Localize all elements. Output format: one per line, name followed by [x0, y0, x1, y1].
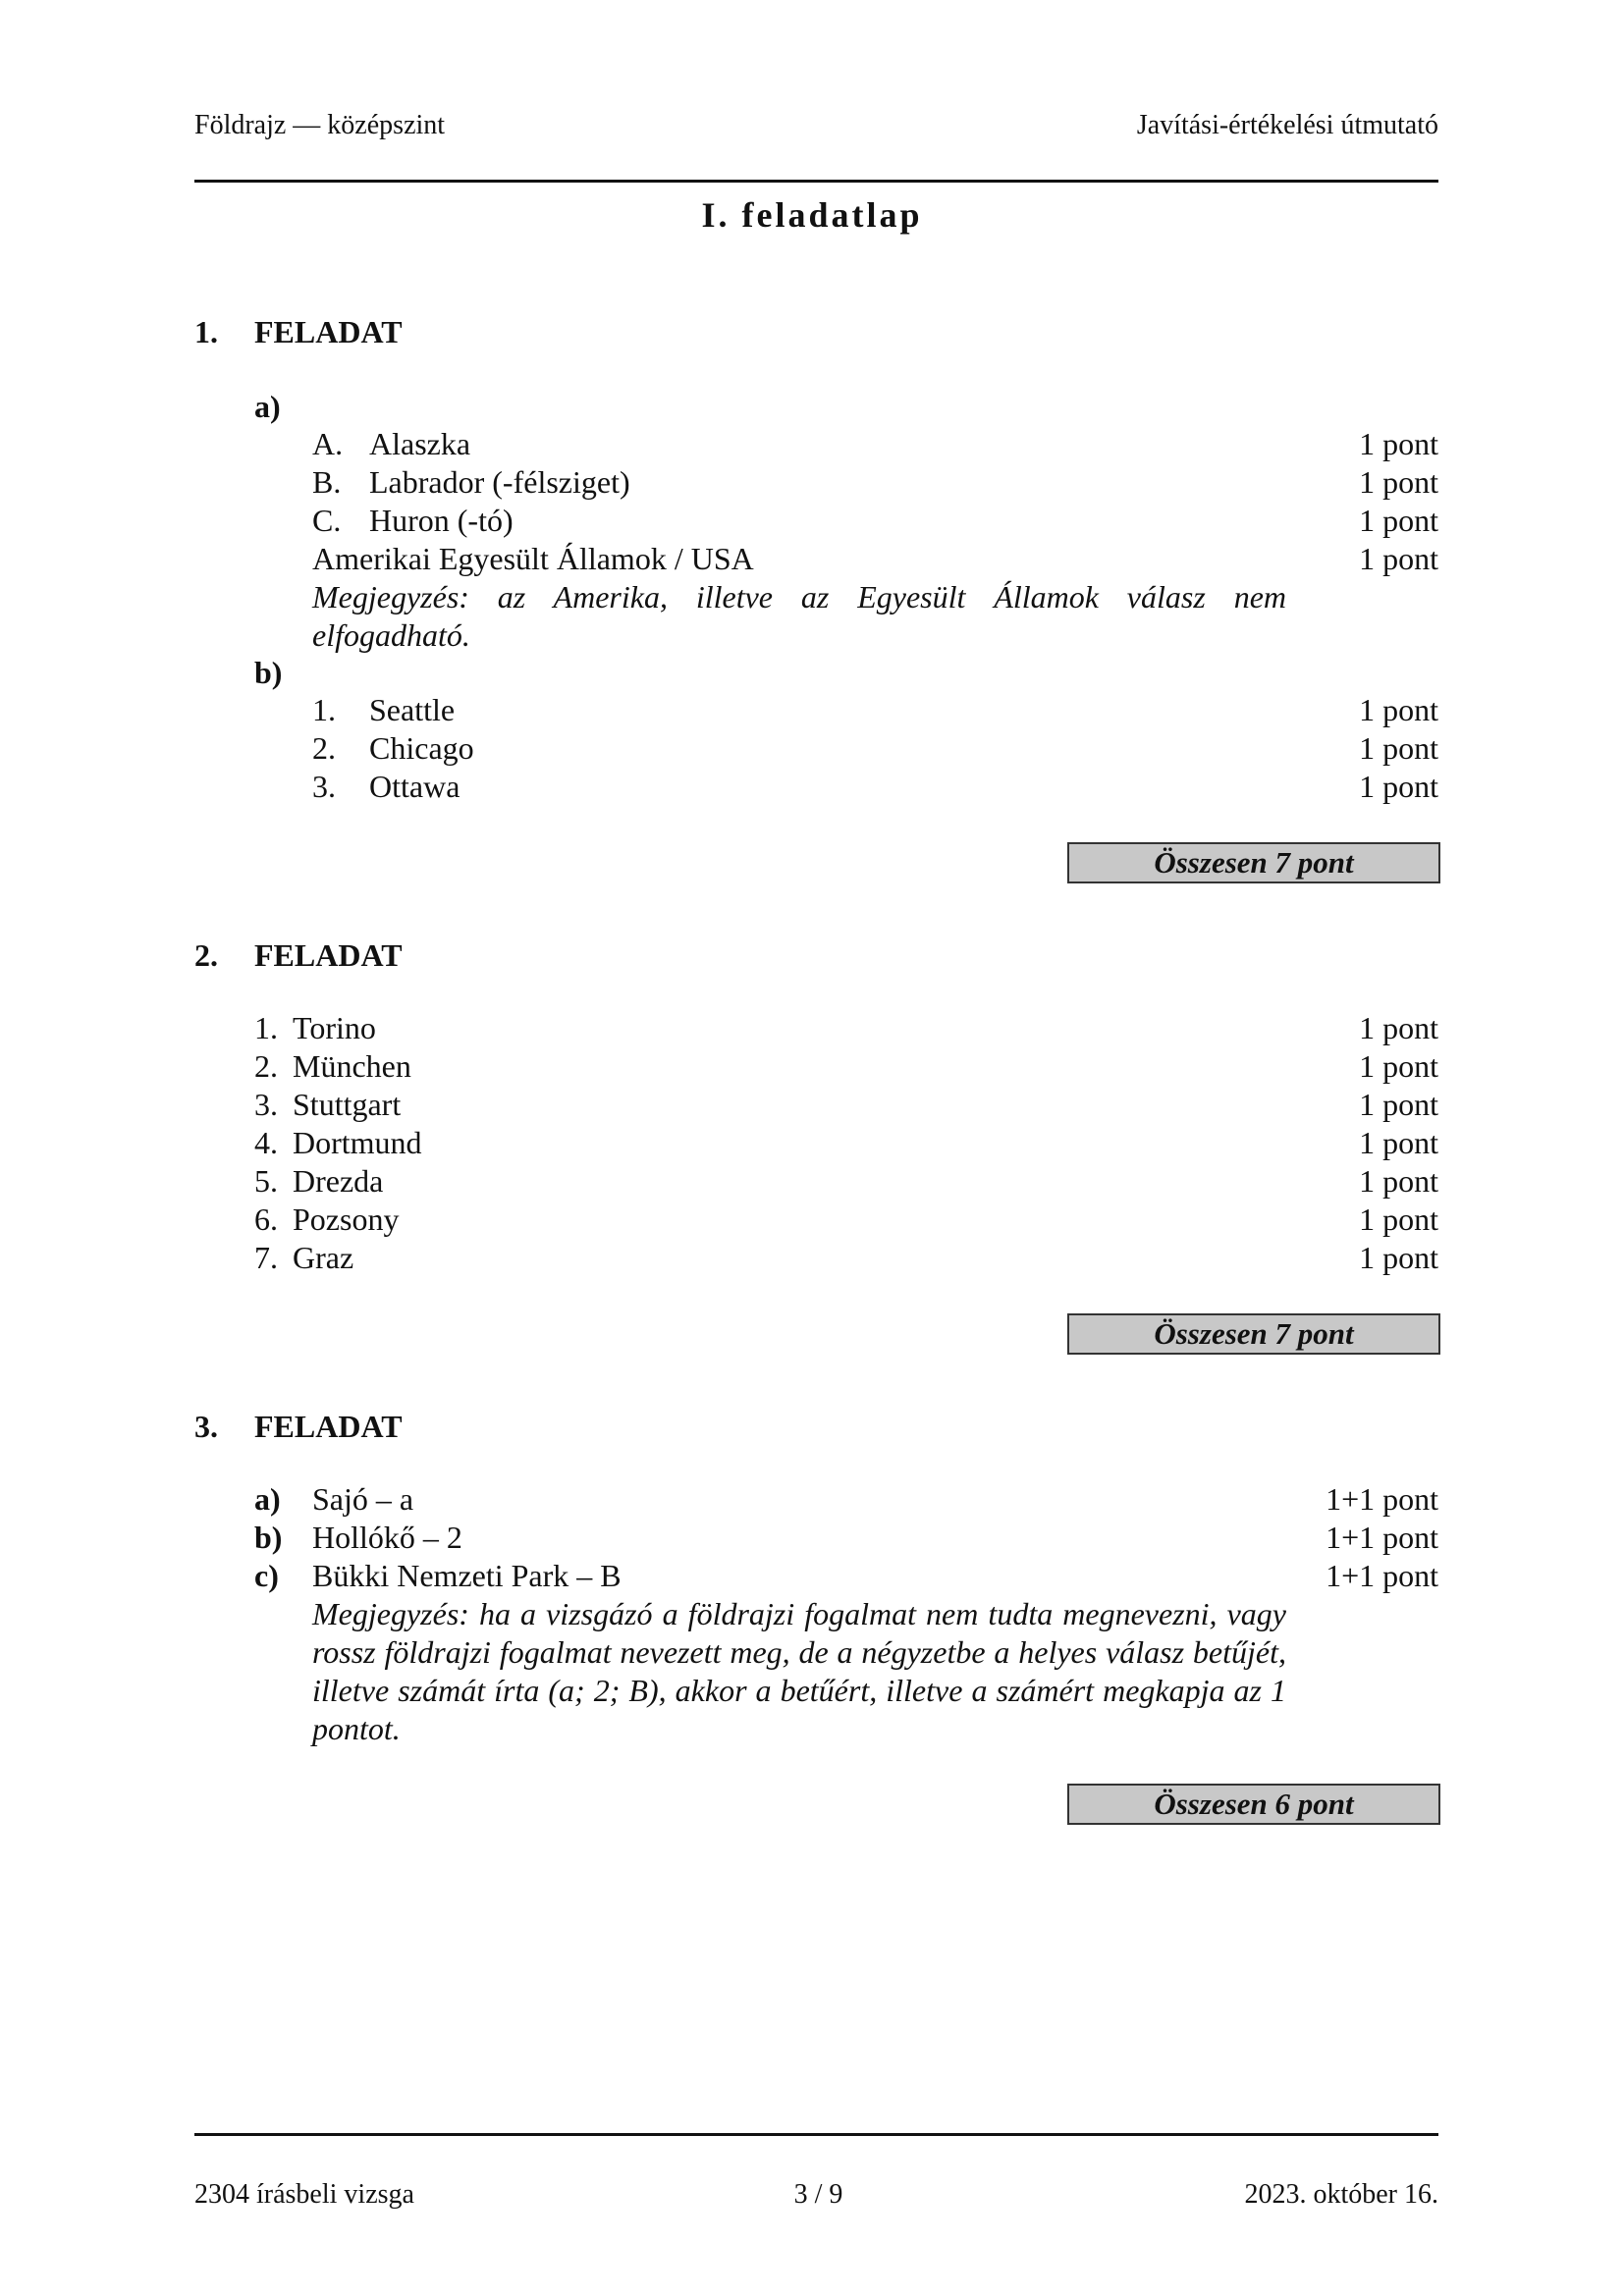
note-text: Megjegyzés: az Amerika, illetve az Egyesült Államok válasz nem elfogadható.	[312, 579, 1286, 653]
task-number: 2.	[194, 937, 218, 973]
answer-row	[0, 691, 1624, 728]
answer-points: 1 pont	[1359, 1240, 1438, 1275]
answer-text: Hollókő – 2	[312, 1520, 462, 1555]
footer-date: 2023. október 16.	[1244, 2179, 1438, 2210]
answer-text: Alaszka	[369, 426, 471, 461]
task-number: 3.	[194, 1409, 218, 1444]
answer-marker: 2.	[254, 1048, 278, 1084]
answer-text: Dortmund	[293, 1125, 422, 1160]
task-number: 1.	[194, 314, 218, 349]
answer-row	[0, 1557, 1624, 1594]
answer-text: Drezda	[293, 1163, 384, 1199]
answer-row	[0, 1480, 1624, 1518]
answer-marker: a)	[254, 1481, 281, 1517]
header-divider	[194, 180, 1438, 183]
answer-marker: 6.	[254, 1201, 278, 1237]
answer-points: 1 pont	[1359, 1048, 1438, 1084]
answer-points: 1 pont	[1359, 1125, 1438, 1160]
task-label: FELADAT	[254, 937, 403, 973]
answer-marker: A.	[312, 426, 344, 461]
answer-points: 1 pont	[1359, 730, 1438, 766]
answer-points: 1 pont	[1359, 503, 1438, 538]
total-points-box: Összesen 6 pont	[1067, 1784, 1440, 1825]
answer-row	[0, 1519, 1624, 1556]
total-points-box: Összesen 7 pont	[1067, 1313, 1440, 1355]
answer-marker: 4.	[254, 1125, 278, 1160]
answer-row	[0, 425, 1624, 462]
answer-text: Pozsony	[293, 1201, 400, 1237]
page-number: 3 / 9	[793, 2179, 843, 2210]
total-points-box: Összesen 7 pont	[1067, 842, 1440, 883]
answer-row	[0, 463, 1624, 501]
footer-divider	[194, 2133, 1438, 2136]
answer-points: 1 pont	[1359, 464, 1438, 500]
footer-exam-code: 2304 írásbeli vizsga	[194, 2179, 414, 2210]
answer-row	[0, 1124, 1624, 1161]
answer-text: München	[293, 1048, 411, 1084]
answer-marker: C.	[312, 503, 342, 538]
answer-row	[0, 768, 1624, 805]
answer-row	[0, 1009, 1624, 1046]
answer-text: Huron (-tó)	[369, 503, 514, 538]
answer-row	[0, 1086, 1624, 1123]
answer-marker: b)	[254, 1520, 283, 1555]
answer-points: 1 pont	[1359, 426, 1438, 461]
answer-marker: 3.	[254, 1087, 278, 1122]
answer-points: 1 pont	[1359, 1163, 1438, 1199]
answer-row	[0, 1239, 1624, 1276]
header-subject: Földrajz — középszint	[194, 110, 446, 140]
answer-points: 1 pont	[1359, 1201, 1438, 1237]
answer-points: 1+1 pont	[1326, 1481, 1438, 1517]
answer-row	[0, 540, 1624, 577]
page-title: I. feladatlap	[701, 195, 923, 235]
answer-points: 1+1 pont	[1326, 1558, 1438, 1593]
answer-marker: 5.	[254, 1163, 278, 1199]
part-b-label: b)	[254, 655, 283, 690]
answer-points: 1 pont	[1359, 541, 1438, 576]
answer-text: Amerikai Egyesült Államok / USA	[312, 541, 754, 576]
answer-row	[0, 1047, 1624, 1085]
answer-marker: 7.	[254, 1240, 278, 1275]
answer-row	[0, 502, 1624, 539]
answer-text: Labrador (-félsziget)	[369, 464, 630, 500]
answer-marker: c)	[254, 1558, 279, 1593]
answer-marker: 1.	[312, 692, 336, 727]
answer-text: Stuttgart	[293, 1087, 402, 1122]
answer-text: Sajó – a	[312, 1481, 414, 1517]
header-guide-title: Javítási-értékelési útmutató	[1136, 110, 1438, 140]
part-a-label: a)	[254, 389, 281, 424]
answer-points: 1 pont	[1359, 692, 1438, 727]
answer-points: 1 pont	[1359, 1087, 1438, 1122]
answer-text: Seattle	[369, 692, 456, 727]
answer-text: Graz	[293, 1240, 354, 1275]
answer-row	[0, 1162, 1624, 1200]
answer-marker: 2.	[312, 730, 336, 766]
answer-text: Ottawa	[369, 769, 460, 804]
answer-text: Bükki Nemzeti Park – B	[312, 1558, 622, 1593]
task-label: FELADAT	[254, 1409, 403, 1444]
answer-marker: 3.	[312, 769, 336, 804]
answer-marker: 1.	[254, 1010, 278, 1045]
answer-points: 1+1 pont	[1326, 1520, 1438, 1555]
answer-points: 1 pont	[1359, 769, 1438, 804]
answer-row	[0, 729, 1624, 767]
answer-marker: B.	[312, 464, 342, 500]
answer-points: 1 pont	[1359, 1010, 1438, 1045]
answer-text: Torino	[293, 1010, 376, 1045]
task-label: FELADAT	[254, 314, 403, 349]
answer-text: Chicago	[369, 730, 474, 766]
note-text: Megjegyzés: ha a vizsgázó a földrajzi fogalmat nem tudta megnevezni, vagy rossz földrajzi fogalmat nevezett meg, de a négyzetbe a helyes válasz betűjét, illetve számát írta (a; 2; B), akkor a betűért, illetve a számért megkapja az 1 pontot.	[312, 1596, 1286, 1746]
answer-row	[0, 1201, 1624, 1238]
